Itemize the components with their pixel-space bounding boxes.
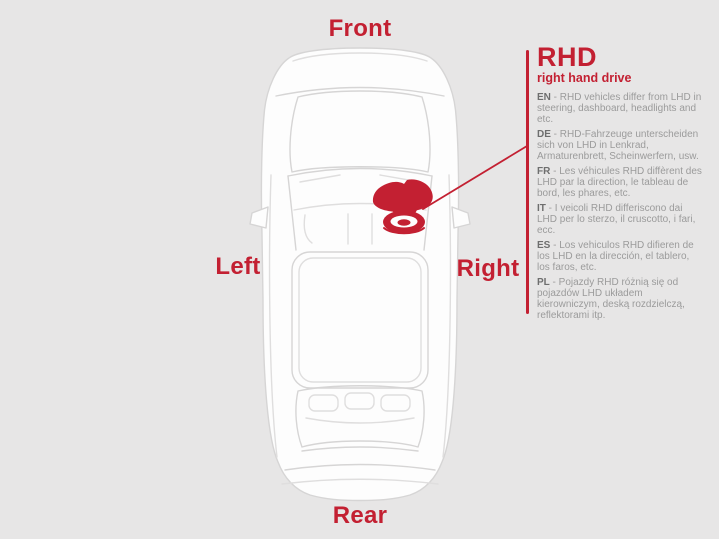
left-label: Left bbox=[215, 253, 261, 280]
panel-accent-line bbox=[526, 50, 529, 314]
language-code: EN bbox=[537, 92, 551, 103]
rear-label: Rear bbox=[332, 502, 388, 529]
translation-entry: EN - RHD vehicles differ from LHD in steering, dashboard, headlights and etc. bbox=[537, 92, 702, 125]
translation-entry: FR - Les véhicules RHD diffèrent des LHD par la direction, le tableau de bord, les phares, etc. bbox=[537, 166, 702, 199]
right-label: Right bbox=[456, 255, 520, 282]
language-code: ES bbox=[537, 240, 551, 251]
language-code: PL bbox=[537, 277, 550, 288]
translation-entry: PL - Pojazdy RHD różnią się od pojazdów LHD układem kierowniczym, deską rozdzielczą, reflektorami itp. bbox=[537, 277, 685, 321]
translation-entry: DE - RHD-Fahrzeuge unterscheiden sich von LHD in Lenkrad, Armaturenbrett, Scheinwerfern, usw. bbox=[537, 129, 699, 162]
panel-subtitle: right hand drive bbox=[537, 71, 632, 85]
translation-entry: IT - I veicoli RHD differiscono dai LHD per lo sterzo, il cruscotto, i fari, ecc. bbox=[537, 203, 696, 236]
language-code: IT bbox=[537, 203, 546, 214]
language-code: FR bbox=[537, 166, 551, 177]
car-body-outline bbox=[261, 48, 458, 501]
front-label: Front bbox=[328, 15, 392, 42]
translation-entry: ES - Los vehiculos RHD difieren de los LHD en la dirección, el tablero, los faros, etc. bbox=[537, 240, 694, 273]
panel-title: RHD bbox=[537, 42, 597, 72]
rhd-info-panel bbox=[537, 44, 703, 325]
language-code: DE bbox=[537, 129, 551, 140]
right-mirror bbox=[452, 207, 470, 228]
left-mirror bbox=[250, 207, 268, 228]
translations-list bbox=[537, 92, 703, 321]
